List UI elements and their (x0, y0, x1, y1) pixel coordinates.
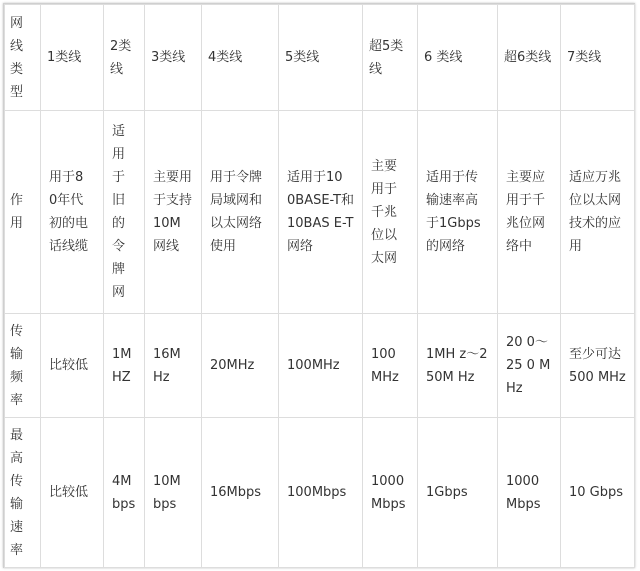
table-cell: 适用于传输速率高于1Gbps的网络 (418, 111, 498, 314)
table-cell: 20MHz (202, 314, 279, 418)
table-cell: 适应万兆位以太网技术的应用 (561, 111, 635, 314)
table-cell: 1MH z～250M Hz (418, 314, 498, 418)
row-label: 最高传输速率 (5, 418, 41, 568)
table-cell: 主要用于支持10M 网线 (145, 111, 202, 314)
table-row (5, 111, 635, 314)
table-cell: 1000 Mbps (498, 418, 561, 568)
table-cell: 10M bps (145, 418, 202, 568)
spec-table-frame (3, 3, 635, 568)
header-cell: 4类线 (202, 5, 279, 111)
table-cell: 1M HZ (104, 314, 145, 418)
table-cell: 适用于旧的令牌网 (104, 111, 145, 314)
table-cell: 100Mbps (279, 418, 363, 568)
table-cell: 4M bps (104, 418, 145, 568)
table-cell: 1000 Mbps (363, 418, 418, 568)
header-cell: 3类线 (145, 5, 202, 111)
header-row (5, 5, 635, 111)
header-cell: 网线类型 (5, 5, 41, 111)
table-cell: 比较低 (41, 418, 104, 568)
table-cell: 16Mbps (202, 418, 279, 568)
table-cell: 100MHz (279, 314, 363, 418)
row-label: 传输频率 (5, 314, 41, 418)
table-cell: 主要应用于千兆位网络中 (498, 111, 561, 314)
table-cell: 10 Gbps (561, 418, 635, 568)
cable-spec-table (4, 4, 635, 568)
header-cell: 超5类线 (363, 5, 418, 111)
table-row (5, 314, 635, 418)
table-row (5, 418, 635, 568)
header-cell: 5类线 (279, 5, 363, 111)
table-cell: 用于令牌局域网和以太网络使用 (202, 111, 279, 314)
header-cell: 6 类线 (418, 5, 498, 111)
row-label: 作用 (5, 111, 41, 314)
table-cell: 用于8 0年代初的电话线缆 (41, 111, 104, 314)
table-cell: 100 MHz (363, 314, 418, 418)
table-cell: 16M Hz (145, 314, 202, 418)
header-cell: 7类线 (561, 5, 635, 111)
table-cell: 至少可达500 MHz (561, 314, 635, 418)
table-cell: 主要用于千兆位以太网 (363, 111, 418, 314)
table-cell: 1Gbps (418, 418, 498, 568)
header-cell: 2类线 (104, 5, 145, 111)
table-cell: 20 0～25 0 MHz (498, 314, 561, 418)
header-cell: 超6类线 (498, 5, 561, 111)
table-cell: 适用于10 0BASE-T和10BAS E-T网络 (279, 111, 363, 314)
header-cell: 1类线 (41, 5, 104, 111)
table-cell: 比较低 (41, 314, 104, 418)
